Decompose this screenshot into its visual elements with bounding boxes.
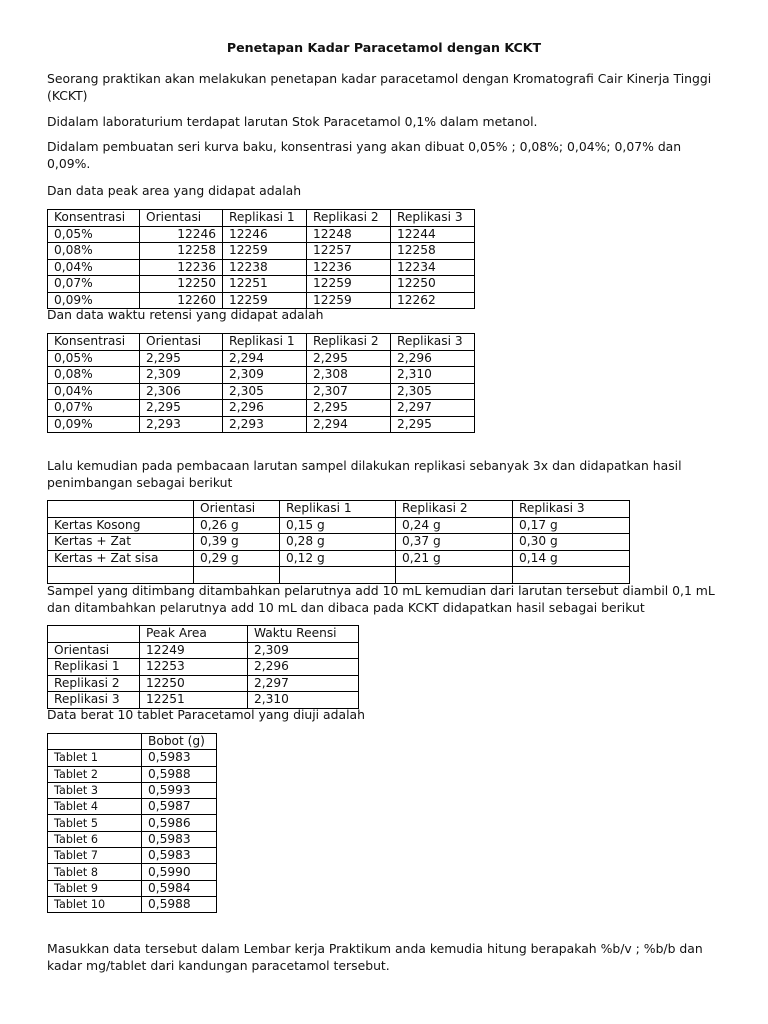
- table-cell: 0,12 g: [280, 550, 396, 567]
- table-cell: 2,293: [223, 416, 307, 433]
- table-row: [48, 675, 359, 692]
- column-header: Replikasi 2: [396, 501, 513, 518]
- row-label: Tablet 7: [48, 848, 142, 864]
- table-cell: 0,26 g: [194, 517, 280, 534]
- table-cell: 0,39 g: [194, 534, 280, 551]
- table-cell: 12250: [391, 276, 475, 293]
- row-label: 0,05%: [48, 226, 140, 243]
- table-cell: 0,37 g: [396, 534, 513, 551]
- sample-preparation-paragraph: Sampel yang ditimbang ditambahkan pelarutnya add 10 mL kemudian dari larutan tersebut diambil 0,1 mL dan ditambahkan pelarutnya add 10 mL dan dibaca pada KCKT didapatkan hasil sebagai berikut: [47, 583, 715, 615]
- table-cell: 2,308: [307, 367, 391, 384]
- table-row: [48, 567, 630, 584]
- table-cell: 2,294: [307, 416, 391, 433]
- peak-area-intro: Dan data peak area yang didapat adalah: [47, 183, 302, 198]
- table-row: [48, 367, 475, 384]
- intro-paragraph: Seorang praktikan akan melakukan penetapan kadar paracetamol dengan Kromatografi Cair Kinerja Tinggi (KCKT): [47, 71, 712, 103]
- table-cell: 0,29 g: [194, 550, 280, 567]
- table-cell: 12259: [307, 292, 391, 309]
- row-label: 0,09%: [48, 292, 140, 309]
- column-header: Replikasi 2: [307, 210, 391, 227]
- row-label: [48, 567, 194, 584]
- table-cell: 2,296: [223, 400, 307, 417]
- table-cell: 2,309: [140, 367, 223, 384]
- row-label: Replikasi 3: [48, 692, 140, 709]
- table-row: [48, 259, 475, 276]
- peak-area-table: [47, 209, 475, 309]
- table-cell: 12250: [140, 675, 248, 692]
- table-cell: 2,294: [223, 350, 307, 367]
- table-cell: 12259: [223, 292, 307, 309]
- table-cell: 0,15 g: [280, 517, 396, 534]
- table-cell: 2,310: [248, 692, 359, 709]
- sample-result-table: [47, 625, 359, 709]
- table-cell: 0,5983: [142, 750, 217, 766]
- row-label: Replikasi 2: [48, 675, 140, 692]
- table-cell: 0,5988: [142, 766, 217, 782]
- table-row: [48, 766, 217, 782]
- table-row: [48, 750, 217, 766]
- table-row: [48, 880, 217, 896]
- table-cell: 2,310: [391, 367, 475, 384]
- table-row: [48, 350, 475, 367]
- row-label: Tablet 9: [48, 880, 142, 896]
- row-label: Tablet 1: [48, 750, 142, 766]
- sample-replication-paragraph: Lalu kemudian pada pembacaan larutan sampel dilakukan replikasi sebanyak 3x dan didapatkan hasil penimbangan sebagai berikut: [47, 458, 682, 490]
- table-row: [48, 517, 630, 534]
- column-header: Replikasi 1: [280, 501, 396, 518]
- column-header: Replikasi 1: [223, 334, 307, 351]
- table-cell: 0,5993: [142, 782, 217, 798]
- table-cell: 2,305: [391, 383, 475, 400]
- table-cell: 0,30 g: [513, 534, 630, 551]
- column-header: [48, 734, 142, 750]
- table-cell: 0,5990: [142, 864, 217, 880]
- row-label: 0,08%: [48, 243, 140, 260]
- table-cell: 0,14 g: [513, 550, 630, 567]
- header-row: [48, 210, 475, 227]
- column-header: [48, 501, 194, 518]
- table-cell: 0,5988: [142, 896, 217, 912]
- column-header: Replikasi 3: [513, 501, 630, 518]
- row-label: 0,04%: [48, 383, 140, 400]
- row-label: Tablet 2: [48, 766, 142, 782]
- column-header: Replikasi 2: [307, 334, 391, 351]
- table-cell: 12258: [140, 243, 223, 260]
- table-cell: 12236: [307, 259, 391, 276]
- table-cell: 2,296: [248, 659, 359, 676]
- column-header: Konsentrasi: [48, 210, 140, 227]
- table-cell: 12251: [140, 692, 248, 709]
- column-header: Replikasi 1: [223, 210, 307, 227]
- row-label: 0,05%: [48, 350, 140, 367]
- table-cell: 2,309: [248, 642, 359, 659]
- document-title: Penetapan Kadar Paracetamol dengan KCKT: [226, 40, 542, 55]
- column-header: Orientasi: [140, 334, 223, 351]
- header-row: [48, 334, 475, 351]
- table-cell: 12249: [140, 642, 248, 659]
- table-cell: 0,21 g: [396, 550, 513, 567]
- row-label: Tablet 10: [48, 896, 142, 912]
- table-cell: 0,5986: [142, 815, 217, 831]
- table-row: [48, 782, 217, 798]
- row-label: 0,07%: [48, 400, 140, 417]
- table-cell: 12246: [223, 226, 307, 243]
- table-cell: 12238: [223, 259, 307, 276]
- table-cell: 2,295: [307, 400, 391, 417]
- table-cell: 12246: [140, 226, 223, 243]
- table-cell: 2,305: [223, 383, 307, 400]
- tablet-weight-intro: Data berat 10 tablet Paracetamol yang diuji adalah: [47, 707, 365, 722]
- table-row: [48, 534, 630, 551]
- table-row: [48, 276, 475, 293]
- retention-time-intro: Dan data waktu retensi yang didapat adalah: [47, 307, 324, 322]
- table-cell: [513, 567, 630, 584]
- table-cell: 2,293: [140, 416, 223, 433]
- table-row: [48, 831, 217, 847]
- row-label: Tablet 8: [48, 864, 142, 880]
- table-cell: 2,306: [140, 383, 223, 400]
- table-cell: 2,309: [223, 367, 307, 384]
- table-row: [48, 799, 217, 815]
- table-cell: [396, 567, 513, 584]
- row-label: 0,04%: [48, 259, 140, 276]
- table-cell: 12259: [223, 243, 307, 260]
- table-cell: 0,5984: [142, 880, 217, 896]
- column-header: Bobot (g): [142, 734, 217, 750]
- table-row: [48, 659, 359, 676]
- row-label: Tablet 5: [48, 815, 142, 831]
- instruction-paragraph: Masukkan data tersebut dalam Lembar kerja Praktikum anda kemudia hitung berapakah %b/v ; %b/b dan kadar mg/tablet dari kandungan paracetamol tersebut.: [47, 941, 703, 973]
- table-row: [48, 642, 359, 659]
- row-label: Replikasi 1: [48, 659, 140, 676]
- header-row: [48, 626, 359, 643]
- row-label: Kertas Kosong: [48, 517, 194, 534]
- table-cell: 12250: [140, 276, 223, 293]
- table-row: [48, 815, 217, 831]
- row-label: Tablet 6: [48, 831, 142, 847]
- table-row: [48, 416, 475, 433]
- table-cell: 0,28 g: [280, 534, 396, 551]
- row-label: Tablet 4: [48, 799, 142, 815]
- retention-time-table: [47, 333, 475, 433]
- table-row: [48, 848, 217, 864]
- table-row: [48, 864, 217, 880]
- column-header: [48, 626, 140, 643]
- row-label: Kertas + Zat: [48, 534, 194, 551]
- table-cell: 0,5987: [142, 799, 217, 815]
- stock-solution-paragraph: Didalam laboraturium terdapat larutan Stok Paracetamol 0,1% dalam metanol.: [47, 114, 538, 129]
- column-header: Replikasi 3: [391, 210, 475, 227]
- table-cell: 2,296: [391, 350, 475, 367]
- table-cell: 2,295: [140, 400, 223, 417]
- table-cell: 2,307: [307, 383, 391, 400]
- row-label: Orientasi: [48, 642, 140, 659]
- table-cell: 2,297: [391, 400, 475, 417]
- table-cell: 12253: [140, 659, 248, 676]
- table-row: [48, 400, 475, 417]
- table-cell: [280, 567, 396, 584]
- table-row: [48, 383, 475, 400]
- table-cell: 12248: [307, 226, 391, 243]
- header-row: [48, 501, 630, 518]
- column-header: Orientasi: [194, 501, 280, 518]
- table-cell: 2,295: [391, 416, 475, 433]
- table-cell: 2,297: [248, 675, 359, 692]
- table-cell: 12259: [307, 276, 391, 293]
- table-cell: 12251: [223, 276, 307, 293]
- column-header: Orientasi: [140, 210, 223, 227]
- table-row: [48, 550, 630, 567]
- table-cell: 12257: [307, 243, 391, 260]
- table-cell: 12236: [140, 259, 223, 276]
- table-cell: 12258: [391, 243, 475, 260]
- column-header: Replikasi 3: [391, 334, 475, 351]
- table-cell: 12244: [391, 226, 475, 243]
- table-cell: 0,24 g: [396, 517, 513, 534]
- table-cell: 12262: [391, 292, 475, 309]
- table-cell: 0,17 g: [513, 517, 630, 534]
- calibration-series-paragraph: Didalam pembuatan seri kurva baku, konsentrasi yang akan dibuat 0,05% ; 0,08%; 0,04%; 0,07% dan 0,09%.: [47, 139, 682, 171]
- row-label: 0,09%: [48, 416, 140, 433]
- row-label: Kertas + Zat sisa: [48, 550, 194, 567]
- weighing-table: [47, 500, 630, 584]
- table-row: [48, 243, 475, 260]
- column-header: Konsentrasi: [48, 334, 140, 351]
- table-row: [48, 896, 217, 912]
- table-cell: 0,5983: [142, 848, 217, 864]
- tablet-weight-table: [47, 733, 217, 913]
- table-cell: 2,295: [140, 350, 223, 367]
- table-cell: 12234: [391, 259, 475, 276]
- table-cell: 12260: [140, 292, 223, 309]
- row-label: Tablet 3: [48, 782, 142, 798]
- table-cell: 0,5983: [142, 831, 217, 847]
- table-cell: [194, 567, 280, 584]
- column-header: Peak Area: [140, 626, 248, 643]
- row-label: 0,07%: [48, 276, 140, 293]
- table-cell: 2,295: [307, 350, 391, 367]
- column-header: Waktu Reensi: [248, 626, 359, 643]
- row-label: 0,08%: [48, 367, 140, 384]
- header-row: [48, 734, 217, 750]
- table-row: [48, 226, 475, 243]
